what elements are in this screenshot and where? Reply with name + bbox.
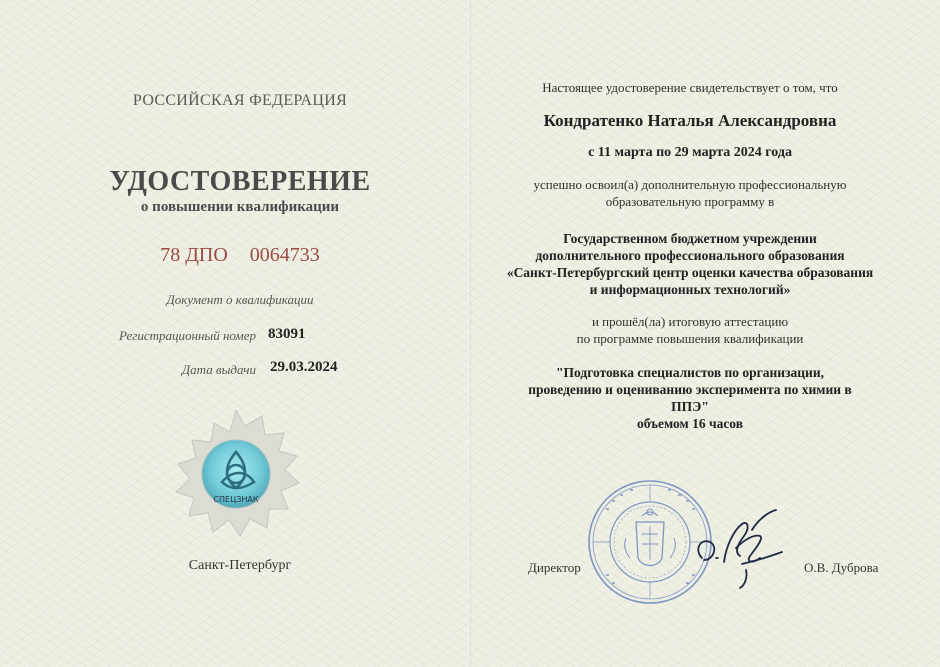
document-kind: Документ о квалификации	[166, 292, 314, 307]
institution-name	[480, 230, 900, 298]
center-fold	[470, 0, 471, 667]
program-line: успешно освоил(а) дополнительную профессиональную	[533, 177, 847, 192]
course-line: ППЭ"	[671, 399, 709, 414]
issue-date-label: Дата выдачи	[181, 362, 256, 377]
training-period: с 11 марта по 29 марта 2024 года	[588, 145, 792, 160]
hologram-text: СПЕЦЗНАК	[213, 495, 259, 504]
institution-line: дополнительного профессионального образования	[535, 248, 845, 263]
hologram-seal-icon	[166, 406, 306, 546]
serial-prefix: 78 ДПО	[160, 244, 228, 266]
document-title: УДОСТОВЕРЕНИЕ	[109, 166, 371, 197]
serial-number	[60, 244, 420, 267]
director-label: Директор	[528, 560, 581, 575]
registration-number: 83091	[268, 326, 306, 342]
course-hours: объемом 16 часов	[636, 416, 744, 431]
program-line: образовательную программу в	[605, 194, 775, 209]
institution-line: «Санкт-Петербургский центр оценки качества образования	[506, 265, 874, 280]
institution-line: и информационных технологий»	[589, 282, 791, 297]
program-text	[480, 176, 900, 210]
issue-city: Санкт-Петербург	[188, 558, 292, 573]
attestation-line: по программе повышения квалификации	[576, 331, 804, 346]
institution-line: Государственном бюджетном учреждении	[563, 231, 817, 246]
course-line: "Подготовка специалистов по организации,	[556, 365, 824, 380]
serial-digits: 0064733	[249, 244, 320, 266]
registration-label: Регистрационный номер	[119, 328, 256, 343]
document-subtitle: о повышении квалификации	[140, 199, 340, 215]
signature-icon	[690, 500, 790, 590]
director-name: О.В. Дуброва	[804, 560, 879, 575]
intro-text: Настоящее удостоверение свидетельствует о том, что	[542, 80, 838, 95]
course-line: проведению и оцениванию эксперимента по химии в	[528, 382, 852, 397]
holder-name: Кондратенко Наталья Александровна	[543, 111, 837, 130]
country-name: РОССИЙСКАЯ ФЕДЕРАЦИЯ	[132, 92, 348, 109]
issue-date: 29.03.2024	[270, 359, 338, 375]
attestation-text	[480, 313, 900, 347]
course-title	[480, 364, 900, 432]
attestation-line: и прошёл(ла) итоговую аттестацию	[591, 314, 789, 329]
